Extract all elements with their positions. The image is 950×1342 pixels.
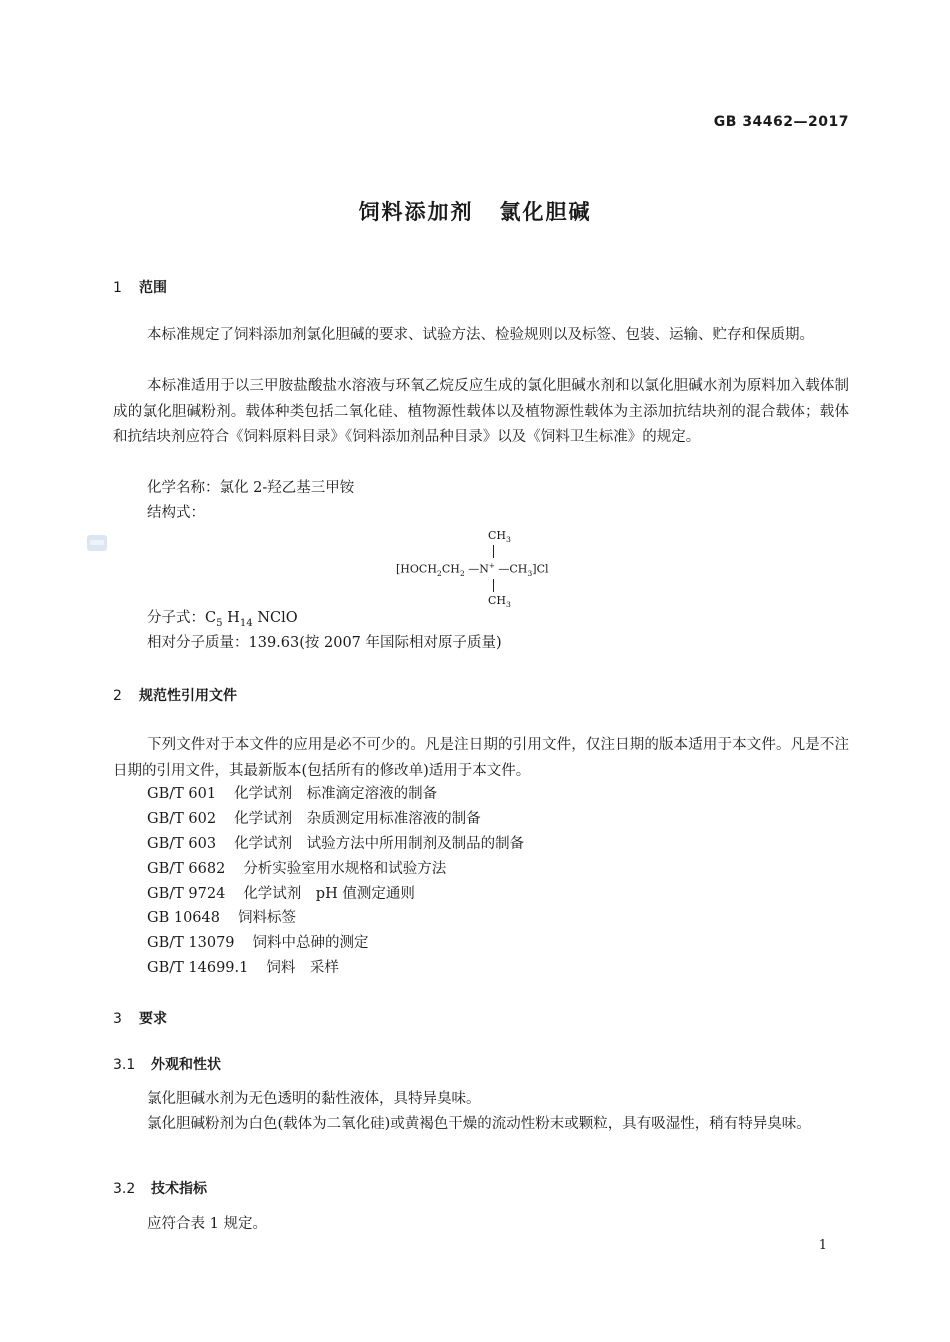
title-part-2: 氯化胆碱: [499, 200, 592, 224]
formula-top-group: $CH_3$: [488, 529, 511, 545]
reference-item: GB 10648 饲料标签: [147, 910, 296, 926]
document-title: [0, 196, 950, 226]
structural-formula: [396, 529, 576, 613]
reference-item: GB/T 602 化学试剂 杂质测定用标准溶液的制备: [147, 811, 481, 827]
molecular-formula: 分子式：$C_5$ $H_{14}$ NClO: [147, 610, 298, 629]
reference-item: GB/T 6682 分析实验室用水规格和试验方法: [147, 861, 447, 877]
section-3-heading: [113, 1008, 167, 1028]
section-1-heading: [113, 277, 167, 297]
structure-label: 结构式：: [147, 505, 205, 521]
formula-top-bond: [493, 545, 494, 558]
section-number: 3: [113, 1011, 122, 1027]
section-title: 范围: [139, 280, 167, 296]
section-number: 3.2: [113, 1181, 136, 1197]
section-title: 外观和性状: [151, 1057, 221, 1073]
chemical-name: 化学名称：氯化 2-羟乙基三甲铵: [147, 480, 355, 496]
standard-number: GB 34462—2017: [713, 114, 849, 130]
watermark-stamp: [86, 533, 108, 553]
reference-item: GB/T 601 化学试剂 标准滴定溶液的制备: [147, 786, 438, 802]
reference-item: GB/T 9724 化学试剂 pH 值测定通则: [147, 886, 415, 902]
formula-bottom-bond: [493, 579, 494, 592]
technical-paragraph: 应符合表 1 规定。: [147, 1216, 267, 1232]
appearance-paragraph-2: 氯化胆碱粉剂为白色(载体为二氧化硅)或黄褐色干燥的流动性粉末或颗粒，具有吸湿性，稍有特异臭味。: [147, 1116, 811, 1132]
formula-bottom-group: $CH_3$: [488, 594, 511, 610]
section-2-heading: [113, 685, 237, 705]
reference-item: GB/T 14699.1 饲料 采样: [147, 960, 339, 976]
reference-item: GB/T 13079 饲料中总砷的测定: [147, 935, 369, 951]
section-number: 1: [113, 280, 122, 296]
scope-paragraph-1: 本标准规定了饲料添加剂氯化胆碱的要求、试验方法、检验规则以及标签、包装、运输、贮存和保质期。: [147, 327, 814, 343]
section-number: 3.1: [113, 1057, 136, 1073]
reference-item: GB/T 603 化学试剂 试验方法中所用制剂及制品的制备: [147, 836, 525, 852]
section-3-2-heading: [113, 1178, 207, 1198]
section-title: 要求: [139, 1011, 167, 1027]
appearance-paragraph-1: 氯化胆碱水剂为无色透明的黏性液体，具特异臭味。: [147, 1091, 481, 1107]
molecular-mass: 相对分子质量：139.63(按 2007 年国际相对原子质量): [147, 635, 502, 651]
formula-main-line: [$HOCH_2CH_2$ —N+ $—CH_3]Cl$: [396, 561, 549, 578]
scope-paragraph-2: 本标准适用于以三甲胺盐酸盐水溶液与环氧乙烷反应生成的氯化胆碱水剂和以氯化胆碱水剂为原料加入载体制成的氯化胆碱粉剂。载体种类包括二氧化硅、植物源性载体以及植物源性载体为主添加抗结块剂的混合载体；载体和抗结块剂应符合《饲料原料目录》《饲料添加剂品种目录》以及《饲料卫生标准》的规定。: [113, 378, 849, 445]
title-part-1: 饲料添加剂: [358, 200, 474, 224]
section-3-1-heading: [113, 1054, 221, 1074]
section-title: 规范性引用文件: [139, 688, 237, 704]
section-title: 技术指标: [151, 1181, 207, 1197]
section-number: 2: [113, 688, 122, 704]
page-number: 1: [818, 1238, 827, 1253]
references-intro: 下列文件对于本文件的应用是必不可少的。凡是注日期的引用文件，仅注日期的版本适用于本文件。凡是不注日期的引用文件，其最新版本(包括所有的修改单)适用于本文件。: [113, 737, 849, 779]
